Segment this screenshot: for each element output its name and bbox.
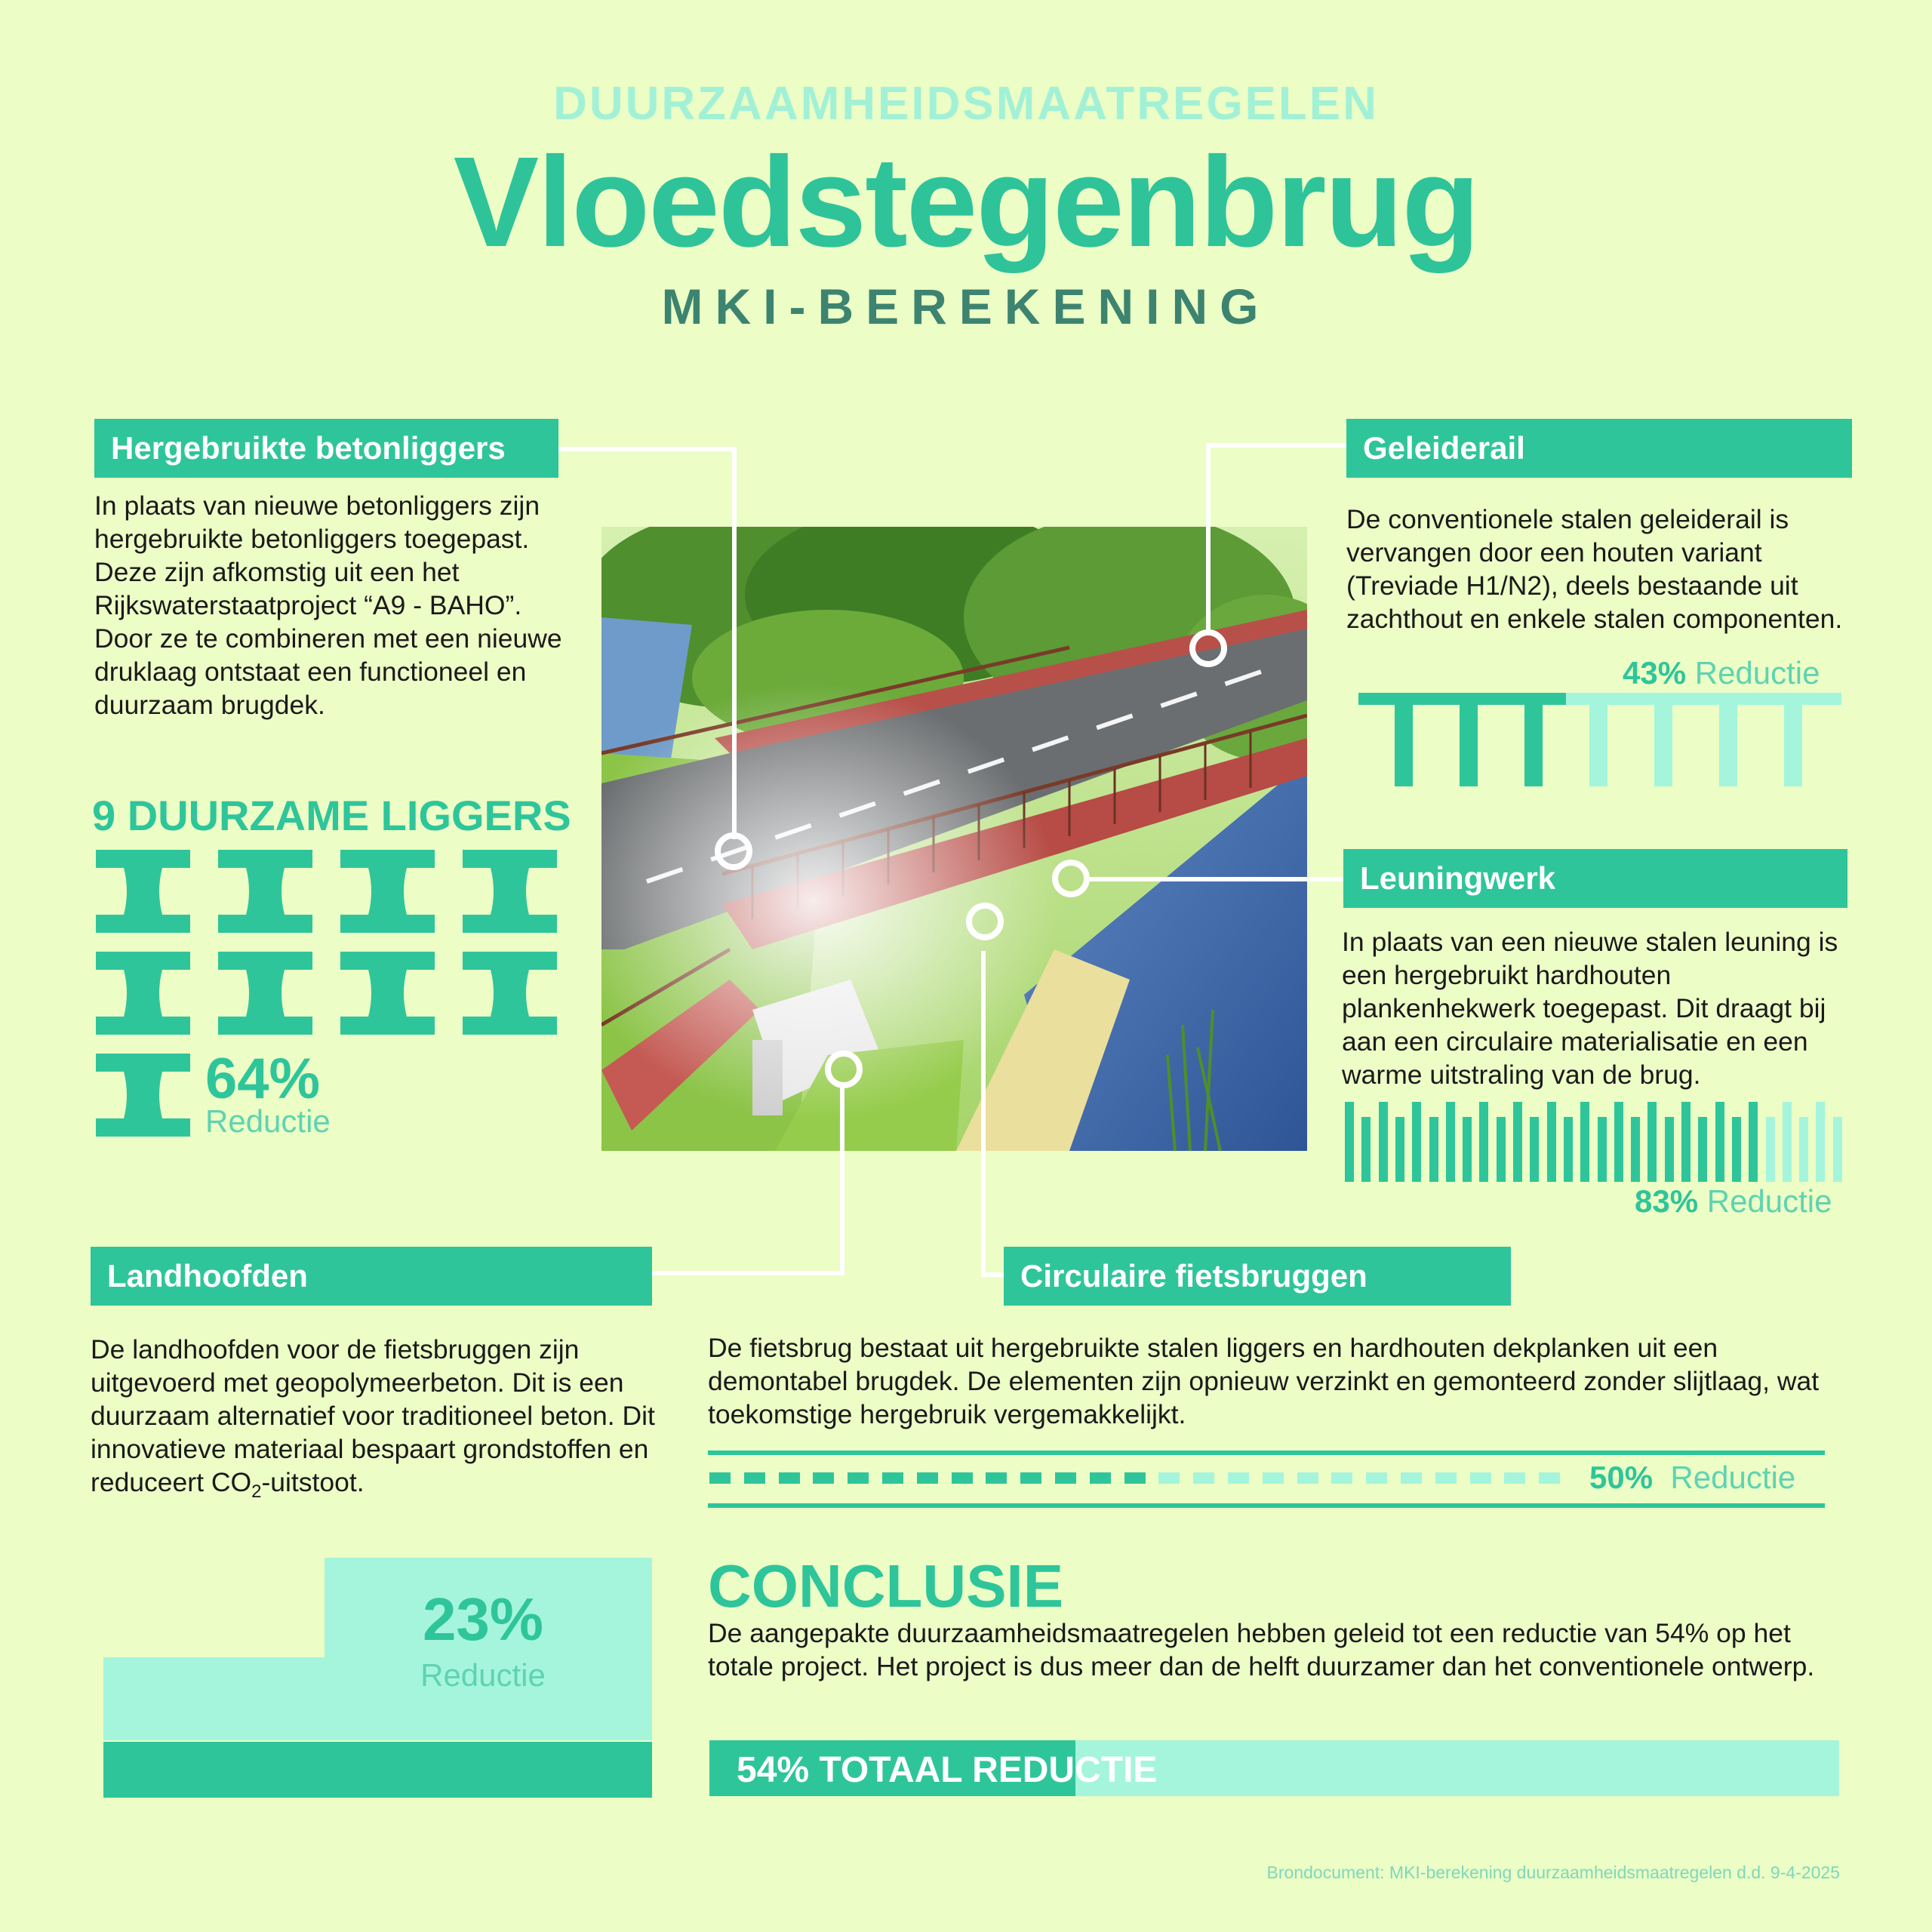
- fence-plank: [1530, 1117, 1539, 1182]
- cycle-bridge-dash: [1470, 1472, 1491, 1484]
- connector-betonliggers: [558, 447, 737, 451]
- geleiderail-percent: 43%: [1623, 655, 1687, 691]
- fence-plank: [1833, 1117, 1842, 1182]
- concrete-beam-icon: [340, 952, 435, 1035]
- fence-plank: [1513, 1102, 1522, 1182]
- connector-landhoofden: [652, 1271, 844, 1275]
- fence-plank: [1665, 1117, 1674, 1182]
- connector-fietsbruggen: [981, 1272, 1004, 1277]
- concrete-beam-icon: [218, 952, 312, 1035]
- beam-count-title: 9 DUURZAME LIGGERS: [92, 792, 571, 839]
- cycle-bridge-dash: [1297, 1472, 1318, 1484]
- concrete-beam-icon: [340, 850, 435, 933]
- leuningwerk-reduction-label: Reductie: [1706, 1183, 1832, 1219]
- cycle-bridge-dash: [1401, 1472, 1422, 1484]
- betonliggers-percent: 64%: [205, 1047, 321, 1111]
- cycle-bridge-dash: [1539, 1472, 1560, 1484]
- cycle-bridge-dash: [882, 1472, 903, 1484]
- guardrail-post: [1524, 705, 1543, 786]
- section-heading-label: Hergebruikte betonliggers: [111, 430, 506, 466]
- landhoofden-reduction-label: Reductie: [420, 1657, 546, 1693]
- connector-leuningwerk: [1087, 877, 1343, 881]
- cycle-bridge-dash: [1055, 1472, 1076, 1484]
- section-text-landhoofden: [91, 1333, 664, 1509]
- concrete-beam-icon: [463, 952, 557, 1035]
- cycle-bridge-dash: [848, 1472, 869, 1484]
- section-text-fietsbruggen: De fietsbrug bestaat uit hergebruikte stalen liggers en hardhouten dekplanken uit een demontabel brugdek. De elementen zijn opnieuw verzinkt en gemonteerd zonder slijtlaag, wat toekomstige hergebruik vergemakkelijkt.: [708, 1333, 1820, 1429]
- fence-plank: [1379, 1102, 1388, 1182]
- fence-plank: [1479, 1102, 1488, 1182]
- section-heading-betonliggers: [94, 419, 558, 478]
- concrete-beam-icon: [96, 952, 190, 1035]
- fence-plank: [1345, 1102, 1354, 1182]
- fence-plank: [1614, 1102, 1623, 1182]
- cycle-bridge-dash: [1504, 1472, 1525, 1484]
- guardrail-post: [1460, 705, 1478, 786]
- landhoofden-text-end: -uitstoot.: [261, 1467, 365, 1497]
- betonliggers-reduction-label: Reductie: [205, 1103, 331, 1139]
- marker-leuningwerk: [1052, 860, 1090, 897]
- cycle-bridge-dash: [952, 1472, 973, 1484]
- connector-geleiderail: [1206, 443, 1211, 632]
- fence-plank: [1783, 1102, 1792, 1182]
- fence-plank: [1497, 1117, 1506, 1182]
- guardrail-post: [1719, 705, 1737, 786]
- bridge-render-image: [601, 527, 1307, 1151]
- conclusion-text: De aangepakte duurzaamheidsmaatregelen hebben geleid tot een reductie van 54% op het totale project. Het project is dus meer dan de helft duurzamer dan het conventionele ontwerp.: [708, 1618, 1815, 1681]
- fence-plank: [1749, 1102, 1758, 1182]
- fence-plank: [1446, 1102, 1455, 1182]
- section-text-leuningwerk: In plaats van een nieuwe stalen leuning is een hergebruikt hardhouten plankenhekwerk toegepast. Dit draagt bij aan een circulaire materialisatie en een warme uitstraling van de brug.: [1342, 927, 1838, 1090]
- guardrail-post: [1784, 705, 1802, 786]
- fence-plank: [1395, 1117, 1404, 1182]
- fietsbrug-line-top: [708, 1451, 1825, 1455]
- section-heading-label: Circulaire fietsbruggen: [1020, 1258, 1367, 1294]
- cycle-bridge-dash: [1366, 1472, 1387, 1484]
- fence-plank: [1799, 1117, 1808, 1182]
- marker-geleiderail: [1189, 629, 1227, 667]
- fence-plank: [1681, 1102, 1690, 1182]
- cycle-bridge-dash: [986, 1472, 1007, 1484]
- connector-fietsbruggen: [981, 951, 986, 1277]
- section-heading-geleiderail: [1346, 419, 1852, 478]
- cycle-bridge-dash: [1263, 1472, 1284, 1484]
- cycle-bridge-dash: [1331, 1472, 1352, 1484]
- fence-plank: [1547, 1102, 1556, 1182]
- fence-plank: [1361, 1117, 1371, 1182]
- connector-landhoofden: [840, 1085, 844, 1274]
- cycle-bridge-dash: [1435, 1472, 1457, 1484]
- cycle-bridge-dash: [813, 1472, 834, 1484]
- page-title: Vloedstegenbrug: [453, 131, 1479, 274]
- section-text-betonliggers: In plaats van nieuwe betonliggers zijn hergebruikte betonliggers toegepast. Deze zijn afkomstig uit een het Rijkswaterstaatproject “A9 - BAHO”. Door ze te combineren met een nieuwe druklaag ontstaat een functioneel en duurzaam brugdek.: [94, 491, 562, 720]
- fence-plank: [1715, 1102, 1724, 1182]
- section-heading-landhoofden: [91, 1247, 652, 1306]
- cycle-bridge-dash: [1228, 1472, 1249, 1484]
- guardrail-beam-reduced: [1358, 693, 1566, 705]
- landhoofden-text-sub: 2: [251, 1481, 262, 1503]
- header-kicker: DUURZAAMHEIDSMAATREGELEN: [553, 78, 1379, 130]
- fence-plank: [1564, 1117, 1573, 1182]
- cycle-bridge-dash: [1193, 1472, 1214, 1484]
- fietsbruggen-percent: 50%: [1589, 1460, 1654, 1495]
- landhoofden-step-base: [103, 1742, 652, 1798]
- cycle-bridge-dash: [1090, 1472, 1111, 1484]
- guardrail-post: [1589, 705, 1607, 786]
- fietsbrug-line-bottom: [708, 1503, 1825, 1508]
- guardrail-post: [1395, 705, 1413, 786]
- cycle-bridge-dash: [1020, 1472, 1041, 1484]
- cycle-bridge-dash: [744, 1472, 765, 1484]
- cycle-bridge-dash: [1124, 1472, 1146, 1484]
- fence-plank: [1429, 1117, 1438, 1182]
- connector-betonliggers: [732, 447, 737, 839]
- geleiderail-reduction: [1623, 655, 1820, 691]
- page-subtitle: MKI-BEREKENING: [661, 278, 1271, 334]
- section-heading-fietsbruggen: [1004, 1247, 1511, 1306]
- cycle-bridge-dash: [709, 1472, 731, 1484]
- fence-plank: [1580, 1102, 1589, 1182]
- section-heading-label: Leuningwerk: [1360, 860, 1556, 896]
- marker-betonliggers: [715, 832, 752, 870]
- concrete-beam-icon: [218, 850, 312, 933]
- section-heading-label: Landhoofden: [107, 1258, 308, 1294]
- total-reduction-label: 54% TOTAAL REDUCTIE: [737, 1750, 1158, 1790]
- guardrail-post: [1654, 705, 1672, 786]
- cycle-bridge-dash: [1158, 1472, 1180, 1484]
- section-heading-label: Geleiderail: [1363, 430, 1525, 466]
- geleiderail-reduction-label: Reductie: [1694, 655, 1820, 691]
- leuningwerk-percent: 83%: [1635, 1183, 1699, 1219]
- conclusion-heading: CONCLUSIE: [708, 1552, 1064, 1620]
- concrete-beam-icon: [463, 850, 557, 933]
- section-heading-leuningwerk: [1343, 849, 1847, 908]
- source-note: Brondocument: MKI-berekening duurzaamheidsmaatregelen d.d. 9-4-2025: [1266, 1863, 1840, 1882]
- concrete-beam-icon: [96, 1054, 190, 1137]
- fence-plank: [1463, 1117, 1472, 1182]
- fence-plank: [1732, 1117, 1741, 1182]
- marker-landhoofden: [825, 1051, 863, 1088]
- fietsbruggen-reduction: [1589, 1460, 1795, 1496]
- concrete-beam-icon: [96, 850, 190, 933]
- fence-plank: [1816, 1102, 1825, 1182]
- landhoofden-text-main: De landhoofden voor de fietsbruggen zijn uitgevoerd met geopolymeerbeton. Dit is een duurzaam alternatief voor traditioneel beton. Dit innovatieve materiaal bespaart grondstoffen en reduceert CO: [91, 1334, 655, 1497]
- connector-geleiderail: [1206, 443, 1346, 448]
- leuningwerk-reduction: [1635, 1183, 1832, 1220]
- fietsbruggen-reduction-label: Reductie: [1670, 1460, 1796, 1495]
- cycle-bridge-dash: [779, 1472, 800, 1484]
- fence-plank: [1631, 1117, 1640, 1182]
- fence-plank: [1647, 1102, 1657, 1182]
- marker-fietsbruggen: [966, 903, 1004, 940]
- fence-plank: [1766, 1117, 1775, 1182]
- landhoofden-percent: 23%: [422, 1586, 544, 1653]
- fence-plank: [1598, 1117, 1607, 1182]
- fence-plank: [1698, 1117, 1707, 1182]
- section-text-geleiderail: De conventionele stalen geleiderail is vervangen door een houten variant (Treviade H1/N2), deels bestaande uit zachthout en enkele stalen componenten.: [1346, 504, 1843, 634]
- fence-plank: [1412, 1102, 1421, 1182]
- cycle-bridge-dash: [917, 1472, 938, 1484]
